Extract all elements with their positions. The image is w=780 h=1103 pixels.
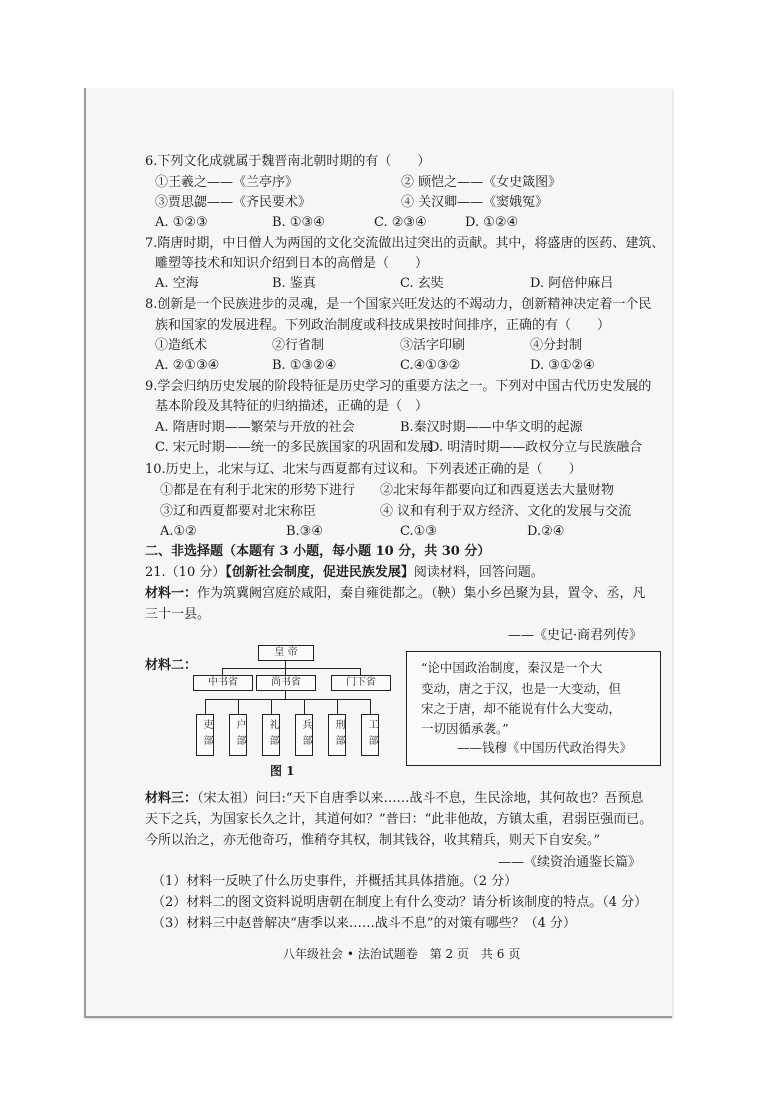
material-1-text: 作为筑冀阙宫庭於咸阳，秦自雍徙都之。（鞅）集小乡邑聚为县，置令、丞，凡 [197, 586, 646, 601]
material-3-line1 [145, 789, 644, 809]
figure-caption: 图 1 [270, 764, 295, 778]
chart-dept-xing: 刑部 [328, 714, 346, 756]
q21-instruction: 阅读材料，回答问题。 [413, 565, 544, 580]
chart-emperor: 皇 帝 [258, 645, 314, 661]
q8-stem-line1: 8.创新是一个民族进步的灵魂，是一个国家兴旺发达的不竭动力，创新精神决定着一个民 [145, 297, 652, 312]
q9-stem-line1: 9.学会归纳历史发展的阶段特征是历史学习的重要方法之一。下列对中国古代历史发展的 [145, 379, 652, 394]
material-1-line2: 三十一县。 [145, 607, 211, 622]
section-heading: 二、非选择题（本题有 3 小题，每小题 10 分，共 30 分） [145, 544, 491, 559]
q10-item-2: ②北宋每年都要向辽和西夏送去大量财物 [380, 483, 615, 498]
sub-question-1: （1）材料一反映了什么历史事件，并概括其具体措施。（2 分） [152, 874, 518, 889]
q10-item-3: ③辽和西夏都要对北宋称臣 [160, 504, 317, 519]
q6-choice-c: C. ②③④ [374, 215, 427, 230]
material-1-source: ——《史记·商君列传》 [508, 628, 643, 643]
quote-line-2: 变动，唐之于汉，也是一大变动，但 [421, 681, 622, 696]
q10-choice-d: D.②④ [527, 524, 565, 539]
quote-source: ——钱穆《中国历代政治得失》 [457, 740, 633, 755]
chart-dept-li: 吏部 [196, 714, 214, 756]
q6-choice-d: D. ①②④ [465, 215, 519, 230]
q9-choice-b: B.秦汉时期——中华文明的起源 [400, 420, 583, 435]
chart-dept-hu: 户部 [229, 714, 247, 756]
q8-item-3: ③活字印刷 [400, 338, 466, 353]
chart-ministry-zhongshu: 中书省 [193, 675, 253, 691]
q21-theme: 【创新社会制度，促进民族发展】 [225, 565, 414, 580]
chart-connector [304, 699, 305, 714]
material-3-source: ——《续资治通鉴长篇》 [498, 855, 642, 870]
q8-choice-a: A. ②①③④ [155, 358, 220, 373]
q7-choice-b: B. 鉴真 [272, 276, 316, 291]
q7-choice-d: D. 阿倍仲麻吕 [530, 276, 614, 291]
quote-box [406, 651, 661, 766]
q10-stem: 10.历史上，北宋与辽、北宋与西夏都有过议和。下列表述正确的是（ ） [145, 462, 582, 477]
q8-stem-line2: 族和国家的发展进程。下列政治制度或科技成果按时间排序，正确的有（ ） [155, 318, 611, 333]
q6-option-4: ④ 关汉卿——《窦娥冤》 [401, 195, 549, 210]
q8-choice-c: C.④①③② [400, 358, 461, 373]
chart-connector [238, 699, 239, 714]
chart-connector [337, 699, 338, 714]
chart-connector [285, 660, 286, 668]
q7-choice-a: A. 空海 [155, 276, 199, 291]
chart-connector [205, 699, 370, 700]
material-1-label: 材料一： [145, 586, 198, 601]
q6-choice-b: B. ①③④ [272, 215, 325, 230]
q8-item-1: ①造纸术 [155, 338, 208, 353]
chart-dept-li-rites: 礼部 [262, 714, 280, 756]
quote-line-4: 一切因循承袭。” [421, 721, 509, 736]
sub-question-2: （2）材料二的图文资料说明唐朝在制度上有什么变动？请分析该制度的特点。（4 分） [152, 895, 648, 910]
q7-choice-c: C. 玄奘 [400, 276, 444, 291]
chart-connector [205, 699, 206, 714]
q6-option-1: ①王羲之——《兰亭序》 [155, 175, 299, 190]
chart-ministry-shangshu: 尚书省 [256, 675, 316, 691]
chart-connector [285, 690, 286, 699]
material-3-text: （宋太祖）问曰:“天下自唐季以来……战斗不息，生民涂地，其何故也？吾预息 [197, 791, 644, 806]
q6-stem: 6.下列文化成就属于魏晋南北朝时期的有（ ） [145, 154, 431, 169]
q10-item-1: ①都是在有利于北宋的形势下进行 [160, 483, 356, 498]
chart-connector [222, 668, 360, 669]
q8-item-2: ②行省制 [272, 338, 325, 353]
q8-choice-b: B. ①③②④ [272, 358, 337, 373]
material-3-line2: 天下之兵，为国家长久之计，其道何如？”普曰：“此非他故，方镇太重，君弱臣强而已。 [145, 812, 653, 827]
chart-connector [222, 668, 223, 675]
quote-line-3: 宋之于唐，却不能说有什么大变动， [421, 701, 622, 716]
q6-option-3: ③贾思勰——《齐民要术》 [155, 195, 312, 210]
q6-option-2: ② 顾恺之——《女史箴图》 [401, 175, 562, 190]
chart-ministry-menxia: 门下省 [331, 675, 391, 691]
q10-choice-c: C.①③ [400, 524, 437, 539]
q10-item-4: ④ 议和有利于双方经济、文化的发展与交流 [380, 504, 632, 519]
material-2-label: 材料二： [145, 658, 198, 673]
q10-choice-a: A.①② [160, 524, 197, 539]
q6-choice-a: A. ①②③ [155, 215, 208, 230]
q8-item-4: ④分封制 [530, 338, 583, 353]
q7-stem-line2: 雕塑等技术和知识介绍到日本的高僧是（ ） [155, 256, 429, 271]
chart-connector [285, 668, 286, 675]
q21-heading [145, 563, 544, 583]
chart-connector [360, 668, 361, 675]
chart-dept-gong: 工部 [361, 714, 379, 756]
material-3-label: 材料三： [145, 791, 198, 806]
quote-line-1: “论中国政治制度，秦汉是一个大 [421, 660, 603, 675]
material-1-line1 [145, 584, 646, 604]
q8-choice-d: D. ③①②④ [530, 358, 595, 373]
q9-choice-d: D. 明清时期——政权分立与民族融合 [429, 440, 643, 455]
q9-choice-c: C. 宋元时期——统一的多民族国家的巩固和发展 [155, 440, 433, 455]
chart-dept-bing: 兵部 [295, 714, 313, 756]
q9-choice-a: A. 隋唐时期——繁荣与开放的社会 [155, 420, 355, 435]
material-3-line3: 今所以治之，亦无他奇巧，惟稍夺其权，制其钱谷，收其精兵，则天下自安矣。” [145, 833, 601, 848]
q10-choice-b: B.③④ [286, 524, 323, 539]
q21-points: 21.（10 分） [145, 565, 226, 580]
sub-question-3: （3）材料三中赵普解决“唐季以来……战斗不息”的对策有哪些？（4 分） [152, 916, 576, 931]
q9-stem-line2: 基本阶段及其特征的归纳描述，正确的是（ ） [155, 399, 429, 414]
q7-stem-line1: 7.隋唐时期，中日僧人为两国的文化交流做出过突出的贡献。其中，将盛唐的医药、建筑、 [145, 236, 665, 251]
chart-connector [370, 699, 371, 714]
page-footer: 八年级社会 • 法治试题卷 第 2 页 共 6 页 [283, 947, 521, 961]
chart-connector [271, 699, 272, 714]
